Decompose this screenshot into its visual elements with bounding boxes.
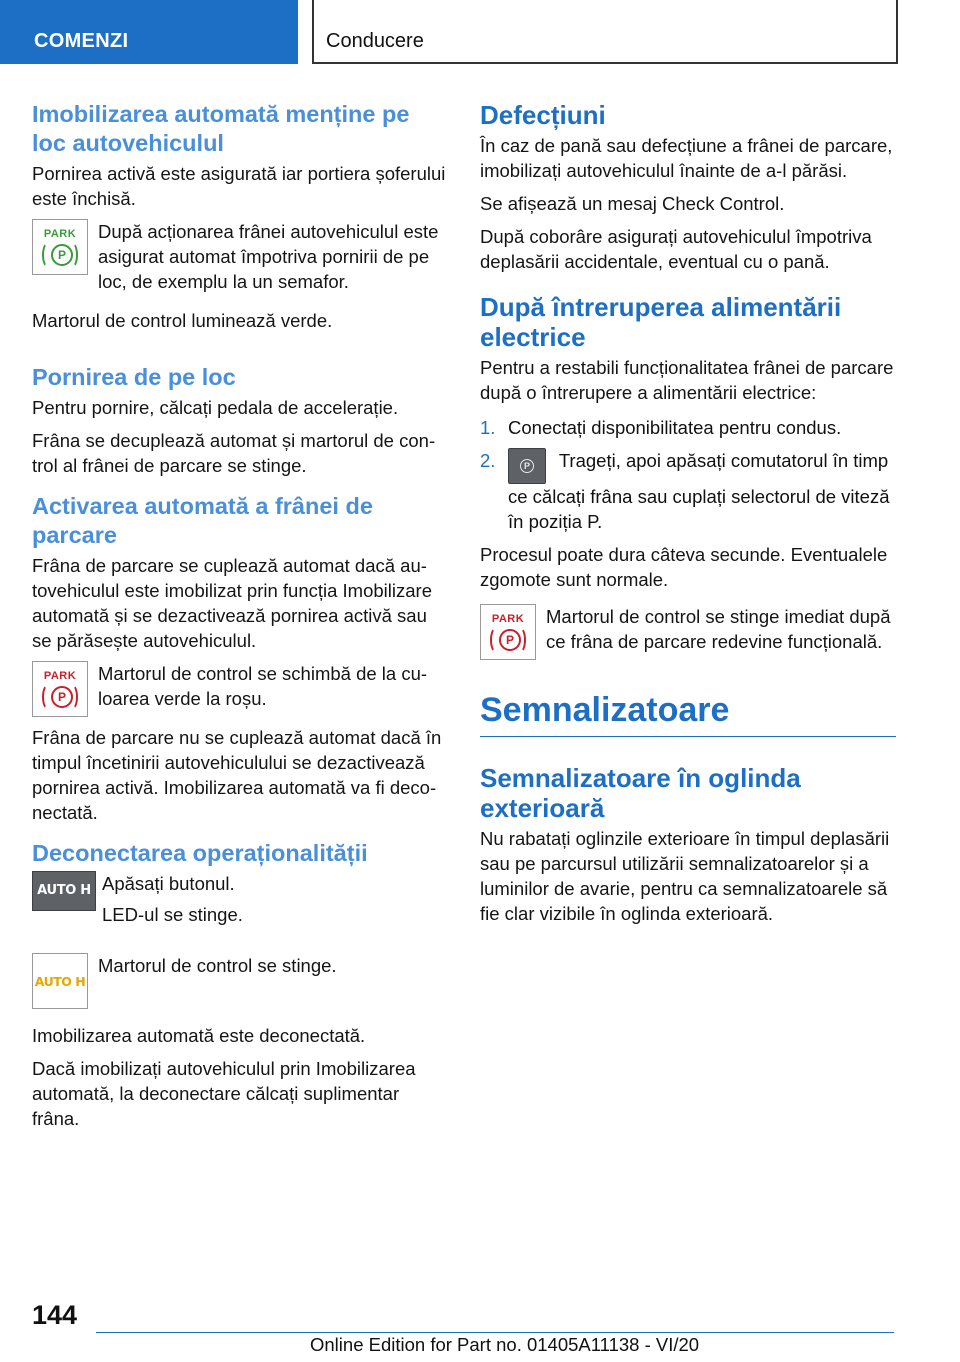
paragraph: Dacă imobilizați autovehiculul prin Imobilizarea automată, la deconectare călcați suplimentar frâna.: [32, 1058, 416, 1129]
chapter-title-semnalizatoare: Semnalizatoare: [480, 690, 896, 737]
heading-deconectarea: Deconectarea operaționalității: [32, 840, 368, 866]
icon-note-text: Martorul de control se stinge.: [98, 955, 337, 976]
list-item: [480, 415, 896, 440]
footer-divider: [96, 1332, 894, 1333]
icon-note-text: Apăsați butonul.: [102, 873, 235, 894]
footer-edition: Online Edition for Part no. 01405A11138 - VI/20: [310, 1334, 700, 1355]
header-chapter-label: Conducere: [326, 30, 424, 52]
heading-pornirea: Pornirea de pe loc: [32, 364, 236, 390]
header-chapter-tab: [312, 0, 898, 64]
icon-note-text: LED-ul se stinge.: [102, 904, 243, 925]
icon-note: [480, 604, 896, 660]
step-text: Trageți, apoi apăsați comutatorul în timp ce călcați frâna sau cuplați selectorul de viteză în poziția P.: [508, 450, 890, 532]
icon-note-text: După acționarea frânei autovehiculul este asigurat automat împotriva pornirii de pe loc, de exemplu la un semafor.: [98, 221, 439, 292]
paragraph: Frâna de parcare se cuplează automat dacă autovehiculul este imobilizat prin funcția Imobilizare automată și se dezactivează pornirea activă sau se părăsește autovehiculul.: [32, 555, 432, 651]
heading-semnalizatoare-oglinda: Semnalizatoare în oglinda exterioară: [480, 763, 801, 823]
icon-note: [32, 953, 448, 1009]
heading-auto-hold: Imobilizarea automată menține pe loc autovehiculul: [32, 101, 410, 156]
park-green-indicator-icon: PARK P: [32, 219, 88, 275]
paragraph: Imobilizarea automată este deconectată.: [32, 1025, 366, 1046]
page-number: 144: [32, 1300, 78, 1330]
icon-note: [32, 661, 448, 717]
icon-note-text: Martorul de control se schimbă de la culoarea verde la roșu.: [98, 663, 428, 709]
auto-h-button-icon: AUTO H: [32, 871, 96, 911]
paragraph: Procesul poate dura câteva secunde. Eventualele zgomote sunt normale.: [480, 544, 888, 590]
paragraph: Pentru a restabili funcționalitatea frânei de parcare după o întrerupere a alimentării electrice:: [480, 357, 894, 403]
icon-note: [32, 871, 448, 933]
paragraph: Frâna de parcare nu se cuplează automat dacă în timpul încetinirii autovehiculului se dezactivează pornirea activă. Imobilizarea automată va fi deconectată.: [32, 727, 442, 823]
steps-list: [480, 415, 896, 534]
park-red-indicator-icon: PARK P: [32, 661, 88, 717]
heading-defectiuni: Defecțiuni: [480, 100, 606, 130]
paragraph: Martorul de control luminează verde.: [32, 310, 333, 331]
paragraph: Se afișează un mesaj Check Control.: [480, 193, 785, 214]
step-number: 2.: [480, 450, 496, 471]
paragraph: Nu rabatați oglinzile exterioare în timpul deplasării sau pe parcursul utilizării semnalizatoarelor și a luminilor de avarie, pentru ca semnalizatoarele să fie clar vizibile în oglinda exterioară.: [480, 828, 890, 924]
paragraph: În caz de pană sau defecțiune a frânei de parcare, imobilizați autovehiculul înainte de a-l părăsi.: [480, 135, 893, 181]
icon-note-text: Martorul de control se stinge imediat după ce frâna de parcare redevine funcțională.: [546, 606, 891, 652]
park-red-indicator-icon: PARK P: [480, 604, 536, 660]
header-section-label: COMENZI: [34, 30, 129, 52]
heading-activarea: Activarea automată a frânei de parcare: [32, 493, 373, 548]
header-section-tab: [0, 0, 298, 64]
paragraph: Frâna se decuplează automat și martorul de control al frânei de parcare se stinge.: [32, 430, 436, 476]
paragraph: După coborâre asigurați autovehiculul împotriva deplasării accidentale, eventual cu o pană.: [480, 226, 872, 272]
right-column: [480, 100, 896, 934]
icon-note: [32, 219, 448, 300]
step-text: Conectați disponibilitatea pentru condus.: [508, 417, 842, 438]
paragraph: Pornirea activă este asigurată iar portiera șoferului este închisă.: [32, 163, 446, 209]
auto-h-indicator-icon: AUTO H: [32, 953, 88, 1009]
heading-intrerupere: După întreruperea alimentării electrice: [480, 292, 842, 352]
parking-brake-switch-icon: P: [508, 448, 546, 484]
list-item: [480, 448, 896, 534]
step-number: 1.: [480, 417, 496, 438]
paragraph: Pentru pornire, călcați pedala de accelerație.: [32, 397, 399, 418]
left-column: [32, 100, 448, 1139]
